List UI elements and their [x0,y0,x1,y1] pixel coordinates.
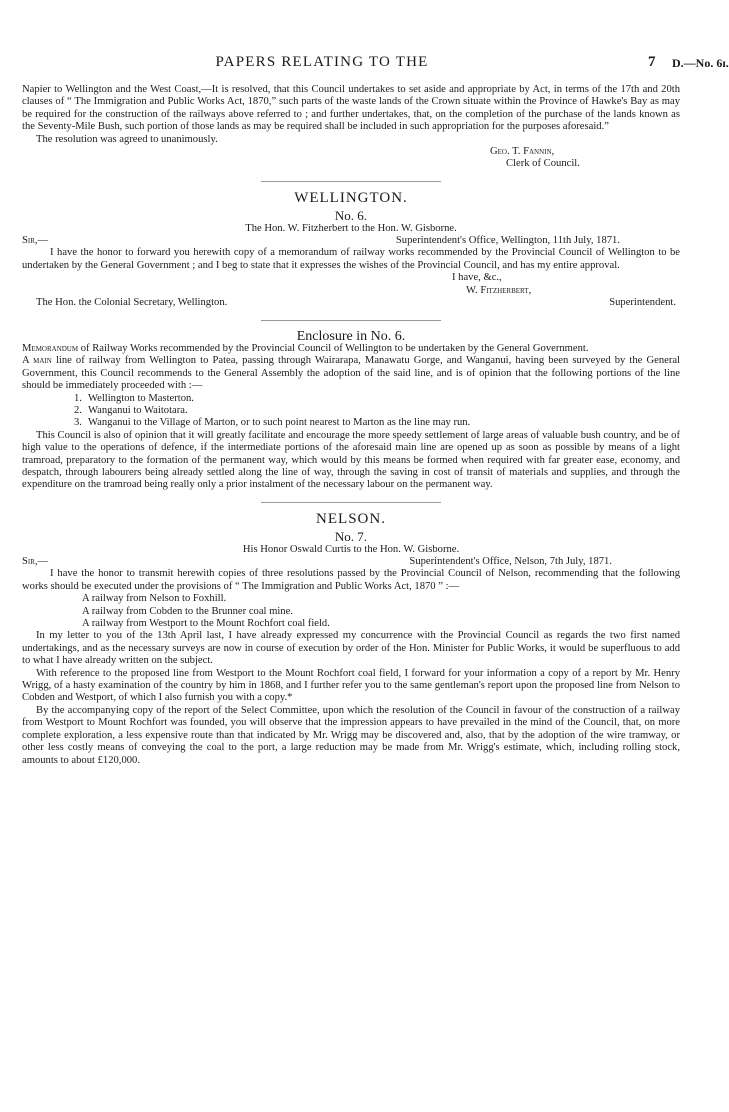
list-item [74,417,680,429]
enclosure-paragraph-1 [22,355,680,392]
document-body [22,84,680,767]
memorandum-lead: Memorandum [22,342,79,354]
running-title: PAPERS RELATING TO THE [215,54,429,70]
letter-from-line: His Honor Oswald Curtis to the Hon. W. Gisborne. [242,543,460,555]
letter-body-1: I have the honor to transmit herewith copies of three resolutions passed by the Provincial Council of Nelson, recommending that the following works should be executed under the provisions of “ The Immigration and Public Works Act, 1870 ” :— [22,568,680,592]
letter-body-3: With reference to the proposed line from Westport to the Mount Rochfort coal field, I forward for your information a copy of a report by Mr. Henry Wrigg, of a hasty examination of the country by him in 1868, and I further refer you to the same gentleman's report upon the proposed line from Nelson to Cobden and Westport, of which I also furnish you with a copy.* [22,667,680,704]
list-item-text: Wanganui to Waitotara. [88,404,188,416]
signature-name: W. Fitzherbert, [466,284,532,296]
salutation: Sir,— [22,556,49,567]
list-item [74,393,680,405]
list-item-number: 2. [74,404,82,416]
letter-closing: I have, &c., [452,272,502,284]
signature-title: Superintendent. [609,297,676,309]
signature-title: Clerk of Council. [506,158,580,170]
letter-salutation-row [22,235,680,247]
list-item-text: Wanganui to the Village of Marton, or to such point nearest to Marton as the line may run. [88,417,471,429]
paragraph-text: line of railway from Wellington to Patea, passing through Wairarapa, Manawatu Gorge, and Wanganui, having been surveyed by the General Government, this Council recommends to the General Assembly the adoption of the said line, and is of opinion that the following portions of the line should be immediately proceeded with :— [22,355,680,392]
railway-portions-list [74,393,680,430]
list-item-text: Wellington to Masterton. [88,392,194,404]
signature-name: Geo. T. Fannin, [490,146,555,158]
document-reference: D.—No. 6ɪ. [672,56,729,70]
section-title-nelson: NELSON. [316,510,386,527]
paragraph-lead: A main [22,355,52,367]
list-item [74,405,680,417]
letter-body-2: In my letter to you of the 13th April last, I have already expressed my concurrence with the Provincial Council as regards the two first named undertakings, and as the necessary surveys are now in course of execution by order of the Hon. Minister for Public Works, it would be superfluous to add to what I have already written on the subject. [22,630,680,667]
letter-recipient: The Hon. the Colonial Secretary, Wellington. [36,297,228,309]
section-divider [261,181,441,182]
section-title-wellington: WELLINGTON. [294,189,408,206]
letter-from-line: The Hon. W. Fitzherbert to the Hon. W. Gisborne. [245,222,457,234]
resolution-note: The resolution was agreed to unanimously. [36,133,218,145]
enclosure-title: Enclosure in No. 6. [296,328,406,344]
page-header [22,52,729,72]
letter-salutation-row [22,556,680,568]
letter-recipient-row [22,297,680,309]
section-divider [261,320,441,321]
list-item: A railway from Westport to the Mount Rochfort coal field. [82,618,330,630]
letter-address: Superintendent's Office, Nelson, 7th July, 1871. [409,556,612,567]
salutation: Sir,— [22,235,49,247]
list-item-number: 1. [74,392,82,404]
intro-paragraph: Napier to Wellington and the West Coast,—It is resolved, that this Council undertakes to set aside and appropriate by Act, in terms of the 17th and 20th clauses of “ The Immigration and Public Works Act, 1870,” such parts of the waste lands of the Crown situate within the Province of Hawke's Bay as may be required for the construction of the railways above referred to ; and further undertakes, that, on the completion of the purchase of the lands known as the Seventy-Mile Bush, such portion of those lands as may be required shall be included in such appropriation for the purposes aforesaid.” [22,84,680,133]
letter-number-7: No. 7. [334,529,368,545]
works-list [82,593,680,630]
memorandum-heading [22,343,680,355]
list-item-number: 3. [74,417,82,429]
page-number: 7 [648,54,656,70]
letter-number-6: No. 6. [334,208,368,224]
letter-address: Superintendent's Office, Wellington, 11th July, 1871. [395,235,620,247]
list-item: A railway from Cobden to the Brunner coal mine. [82,605,293,617]
letter-body: I have the honor to forward you herewith copy of a memorandum of railway works recommended by the Provincial Council of Wellington to be undertaken by the General Government ; and I beg to state that it expresses the wishes of the Provincial Council, and has my entire approval. [22,247,680,271]
list-item: A railway from Nelson to Foxhill. [82,593,227,605]
memorandum-heading-text: of Railway Works recommended by the Provincial Council of Wellington to be undertaken by the General Government. [80,342,589,354]
letter-body-4: By the accompanying copy of the report of the Select Committee, upon which the resolution of the Council in favour of the construction of a railway from Westport to Mount Rochfort was founded, you will observe that the impression appears to have prevailed in the mind of the Council, that, on more complete exploration, a less expensive route than that indicated by Mr. Wrigg may be discovered and, also, that by the adoption of the wire tramway, or other less costly means of conveying the coal to the port, a large reduction may be made from Mr. Wrigg's estimate, which, including rolling stock, amounts to about £120,000. [22,704,680,766]
enclosure-paragraph-2: This Council is also of opinion that it will greatly facilitate and encourage the more speedy settlement of large areas of valuable bush country, and be of high value to the operations of defence, if the intermediate portions of the aforesaid main line are opened up as soon as possible by means of a light tramroad, preparatory to the formation of the permanent way, which would by this means be formed when required with far greater ease, economy, and despatch, through labourers being already settled along the line of way, through the saving in cost of transit of materials and supplies, and through the expenditure on the tramroad being really only a prior instalment of the necessary labour on the permanent way. [22,429,680,491]
section-divider [261,502,441,503]
